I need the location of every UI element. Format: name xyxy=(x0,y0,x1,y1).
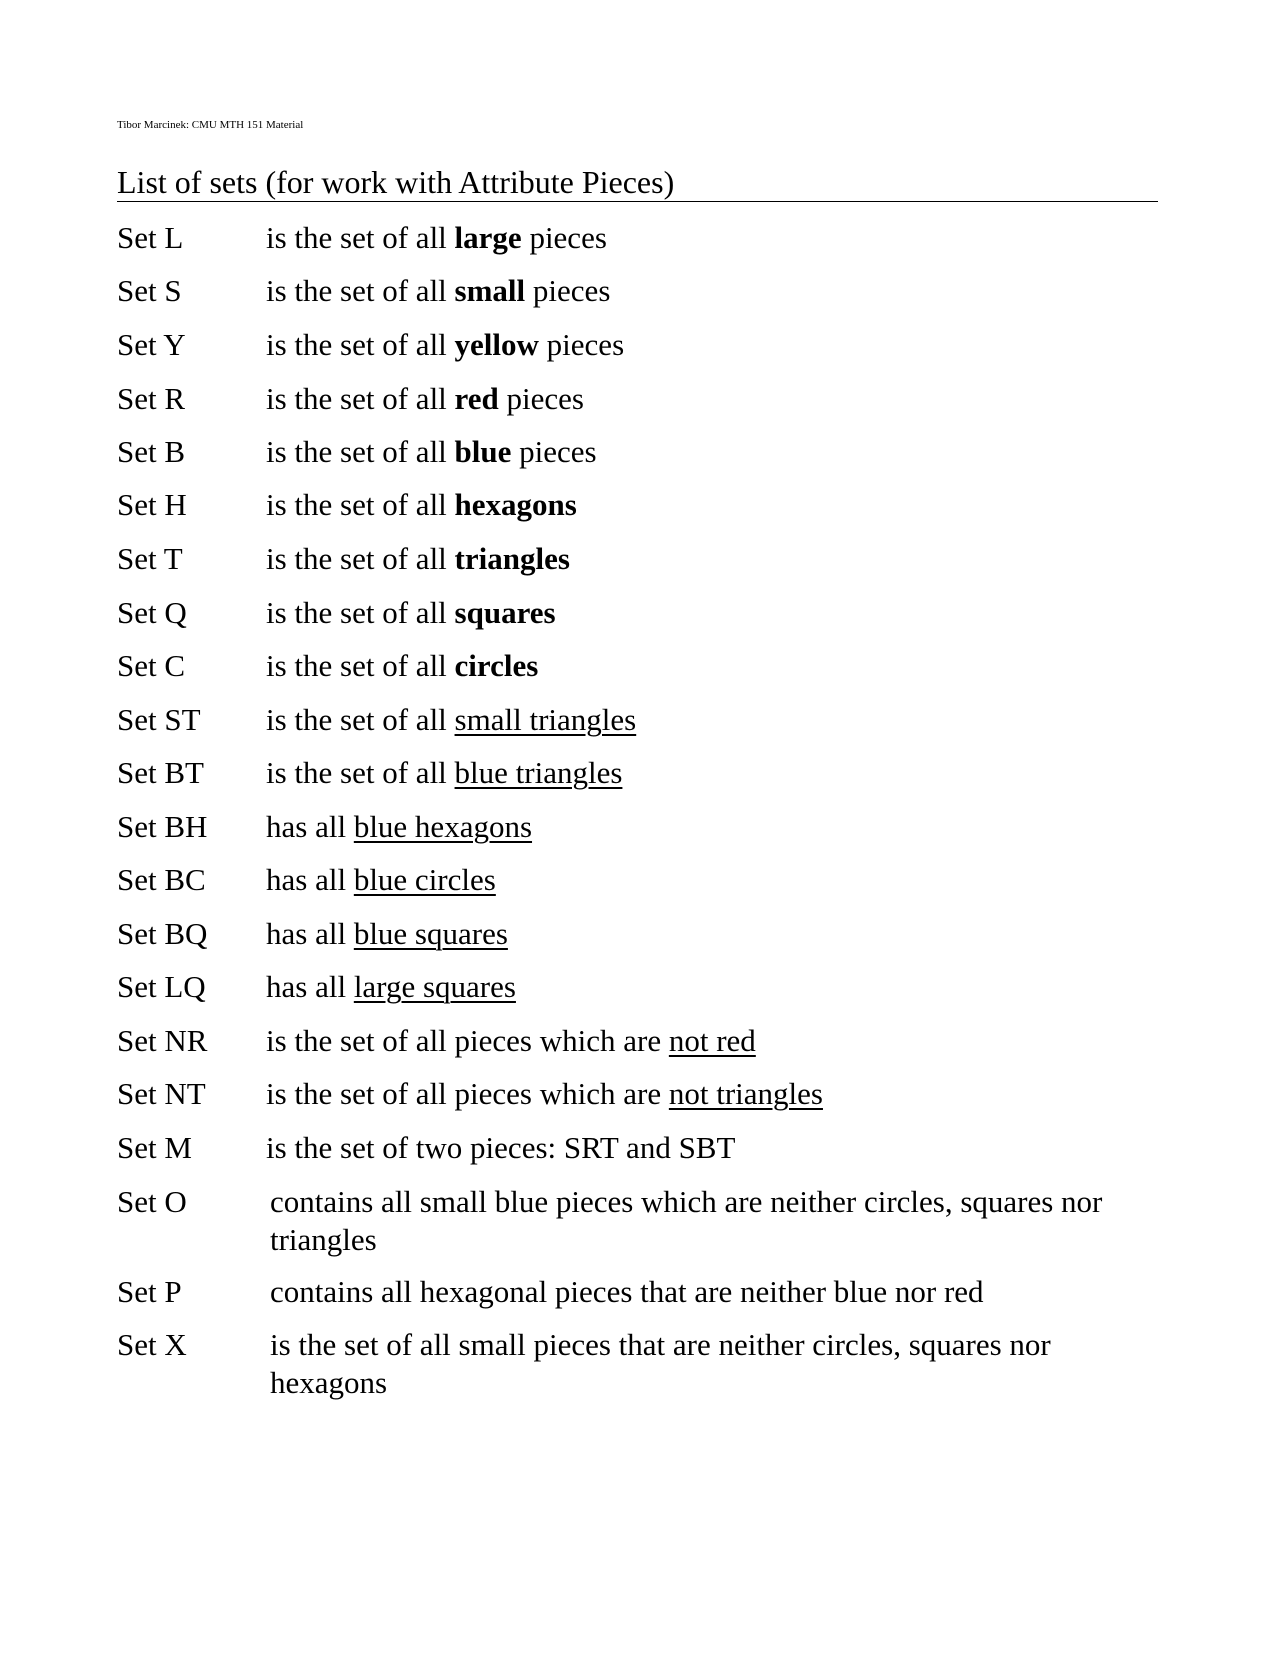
set-keyword: squares xyxy=(454,595,556,630)
set-keyword: circles xyxy=(454,648,539,683)
set-keyword: triangles xyxy=(454,541,570,576)
set-label: Set NR xyxy=(117,1023,208,1058)
set-keyword: red xyxy=(454,381,499,416)
set-label: Set T xyxy=(117,541,183,576)
set-label: Set X xyxy=(117,1327,187,1362)
set-keyword: yellow xyxy=(454,327,539,362)
set-label: Set H xyxy=(117,487,187,522)
set-description: has all blue circles xyxy=(266,862,496,897)
set-description: has all blue squares xyxy=(266,916,508,951)
set-label: Set Q xyxy=(117,595,187,630)
set-keyword: large squares xyxy=(353,969,516,1004)
set-keyword: blue hexagons xyxy=(353,809,533,844)
set-description: is the set of all small triangles xyxy=(266,702,637,737)
set-description: is the set of all small pieces xyxy=(266,273,611,308)
set-description: is the set of all triangles xyxy=(266,541,570,576)
set-keyword: small triangles xyxy=(454,702,637,737)
set-description: is the set of all yellow pieces xyxy=(266,327,625,362)
set-description: is the set of two pieces: SRT and SBT xyxy=(266,1130,736,1165)
set-keyword: not red xyxy=(668,1023,756,1058)
set-description: is the set of all pieces which are not triangles xyxy=(266,1076,823,1111)
page-title: List of sets (for work with Attribute Pieces) xyxy=(117,163,1158,202)
set-description: is the set of all hexagons xyxy=(266,487,577,522)
set-keyword: large xyxy=(454,220,522,255)
set-description: contains all small blue pieces which are neither circles, squares nor triangles xyxy=(270,1184,1103,1257)
set-label: Set LQ xyxy=(117,969,206,1004)
set-label: Set BC xyxy=(117,862,206,897)
set-label: Set O xyxy=(117,1184,187,1219)
author-header: Tibor Marcinek: CMU MTH 151 Material xyxy=(117,119,304,131)
set-keyword: hexagons xyxy=(454,487,577,522)
set-keyword: small xyxy=(454,273,526,308)
set-label: Set Y xyxy=(117,327,186,362)
set-keyword: blue xyxy=(454,434,512,469)
set-keyword: blue triangles xyxy=(454,755,623,790)
set-description: is the set of all large pieces xyxy=(266,220,607,255)
set-label: Set L xyxy=(117,220,184,255)
set-label: Set B xyxy=(117,434,186,469)
set-label: Set BT xyxy=(117,755,204,790)
set-description: has all large squares xyxy=(266,969,516,1004)
set-description: is the set of all pieces which are not red xyxy=(266,1023,756,1058)
set-description: contains all hexagonal pieces that are neither blue nor red xyxy=(270,1274,984,1309)
set-label: Set ST xyxy=(117,702,201,737)
set-keyword: blue squares xyxy=(353,916,508,951)
set-description: is the set of all blue triangles xyxy=(266,755,623,790)
set-label: Set BQ xyxy=(117,916,208,951)
set-description: is the set of all small pieces that are neither circles, squares nor hexagons xyxy=(270,1327,1051,1400)
set-description: is the set of all blue pieces xyxy=(266,434,597,469)
set-label: Set P xyxy=(117,1274,182,1309)
set-label: Set M xyxy=(117,1130,192,1165)
set-description: has all blue hexagons xyxy=(266,809,533,844)
set-label: Set R xyxy=(117,381,186,416)
set-keyword: not triangles xyxy=(668,1076,823,1111)
set-label: Set S xyxy=(117,273,182,308)
set-label: Set NT xyxy=(117,1076,206,1111)
set-keyword: blue circles xyxy=(353,862,496,897)
set-description: is the set of all circles xyxy=(266,648,539,683)
set-description: is the set of all squares xyxy=(266,595,556,630)
set-label: Set BH xyxy=(117,809,208,844)
set-label: Set C xyxy=(117,648,186,683)
set-description: is the set of all red pieces xyxy=(266,381,584,416)
